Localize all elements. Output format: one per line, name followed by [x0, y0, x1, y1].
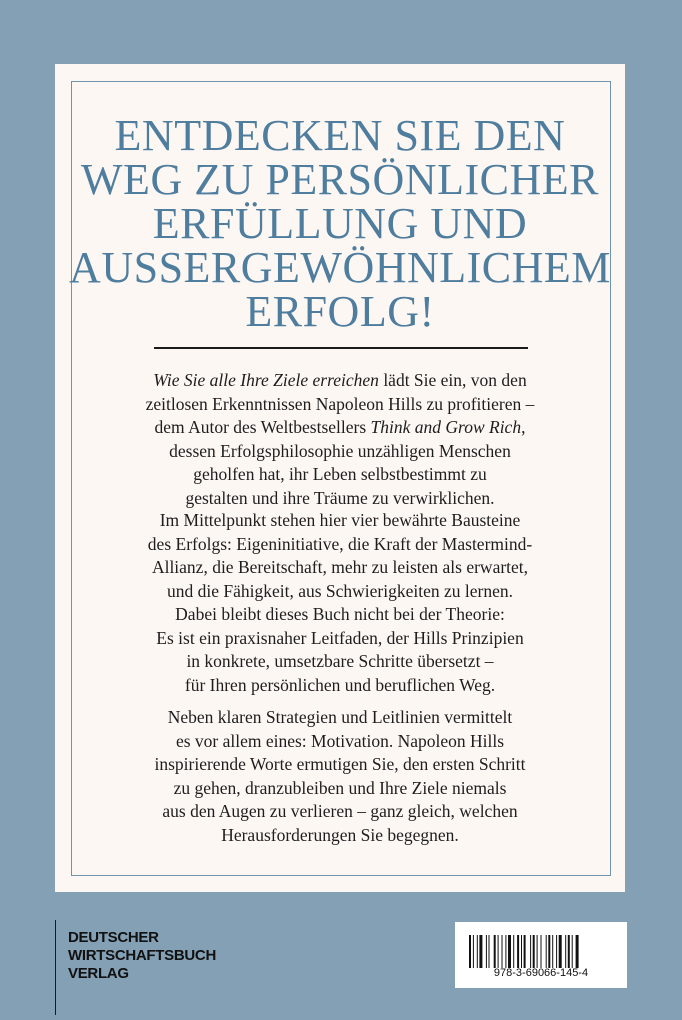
barcode-bar — [479, 935, 482, 968]
barcode — [455, 922, 627, 988]
text-line: Herausforderungen Sie begegnen. — [221, 824, 459, 845]
paragraph-building-blocks — [55, 509, 625, 697]
barcode-bar — [524, 935, 526, 968]
publisher-line: VERLAG — [68, 965, 129, 982]
barcode-bar — [494, 935, 496, 968]
barcode-bar — [541, 935, 542, 968]
barcode-bar — [477, 935, 478, 968]
barcode-bar — [508, 935, 511, 968]
headline-line: ERFÜLLUNG UND — [152, 199, 528, 248]
text-line: Dabei bleibt dieses Buch nicht bei der Theorie: — [175, 604, 505, 624]
text-line: geholfen hat, ihr Leben selbstbestimmt zu — [193, 464, 487, 484]
barcode-bar — [530, 935, 531, 968]
text-line: inspirierende Worte ermutigen Sie, den ersten Schritt — [154, 754, 526, 774]
text-line: für Ihren persönlichen und beruflichen Weg. — [184, 674, 496, 695]
publisher-line: WIRTSCHAFTSBUCH — [68, 947, 216, 964]
barcode-bar — [498, 935, 499, 968]
headline-line: ENTDECKEN SIE DEN — [114, 111, 566, 160]
headline — [55, 111, 625, 336]
text-line: zu gehen, dranzubleiben und Ihre Ziele niemals — [173, 777, 507, 798]
text-line: aus den Augen zu verlieren – ganz gleich, welchen — [162, 801, 518, 821]
text-line: und die Fähigkeit, aus Schwierigkeiten zu lernen. — [166, 580, 514, 601]
text-line: Es ist ein praxisnaher Leitfaden, der Hills Prinzipien — [156, 627, 524, 648]
barcode-bar — [505, 935, 506, 968]
text-line: dessen Erfolgsphilosophie unzähligen Menschen — [169, 440, 511, 461]
text-line: in konkrete, umsetzbare Schritte übersetzt – — [186, 651, 494, 671]
barcode-bar — [559, 935, 562, 968]
text-line — [55, 416, 625, 440]
barcode-bar — [552, 935, 553, 968]
text-line: Allianz, die Bereitschaft, mehr zu leisten als erwartet, — [151, 557, 529, 577]
text-line — [55, 369, 625, 393]
barcode-bar — [517, 935, 519, 968]
barcode-bar — [533, 935, 535, 968]
barcode-bar — [565, 935, 566, 968]
text: lädt Sie ein, von den — [378, 370, 527, 390]
text-line: gestalten und ihre Träume zu verwirklichen. — [185, 487, 495, 508]
publisher-logo — [55, 920, 216, 1015]
barcode-bar — [546, 935, 547, 968]
divider — [154, 347, 528, 349]
text-line: es vor allem eines: Motivation. Napoleon Hills — [175, 730, 505, 751]
barcode-bar — [473, 935, 474, 968]
text: dem Autor des Weltbestsellers — [154, 417, 371, 437]
barcode-bar — [513, 935, 514, 968]
text-line: zeitlosen Erkenntnissen Napoleon Hills zu profitieren – — [145, 393, 535, 414]
isbn-number: 978-3-69066-145-4 — [493, 967, 589, 979]
barcode-bar — [521, 935, 522, 968]
barcode-bar — [489, 935, 490, 968]
barcode-bar — [469, 935, 471, 968]
barcode-bar — [502, 935, 503, 968]
text: , — [521, 417, 526, 437]
text-line: Im Mittelpunkt stehen hier vier bewährte Bausteine — [159, 510, 521, 530]
barcode-bar — [572, 935, 573, 968]
book-title: Wie Sie alle Ihre Ziele erreichen — [153, 370, 379, 390]
barcode-bar — [548, 935, 550, 968]
bestseller-title: Think and Grow Rich — [370, 417, 522, 437]
headline-line: WEG ZU PERSÖNLICHER — [81, 155, 599, 204]
headline-line: AUSSERGEWÖHNLICHEM — [69, 243, 611, 292]
barcode-bar — [486, 935, 487, 968]
barcode-bar — [568, 935, 570, 968]
text-line: des Erfolgs: Eigeninitiative, die Kraft der Mastermind- — [147, 533, 533, 554]
paragraph-motivation — [55, 706, 625, 847]
barcode-bar — [556, 935, 557, 968]
text-line: Neben klaren Strategien und Leitlinien vermittelt — [167, 707, 513, 727]
paragraph-intro — [55, 369, 625, 510]
headline-line: ERFOLG! — [245, 287, 435, 336]
barcode-bar — [537, 935, 538, 968]
publisher-line: DEUTSCHER — [68, 929, 159, 946]
barcode-bar — [576, 935, 579, 968]
barcode-bars — [469, 935, 613, 968]
